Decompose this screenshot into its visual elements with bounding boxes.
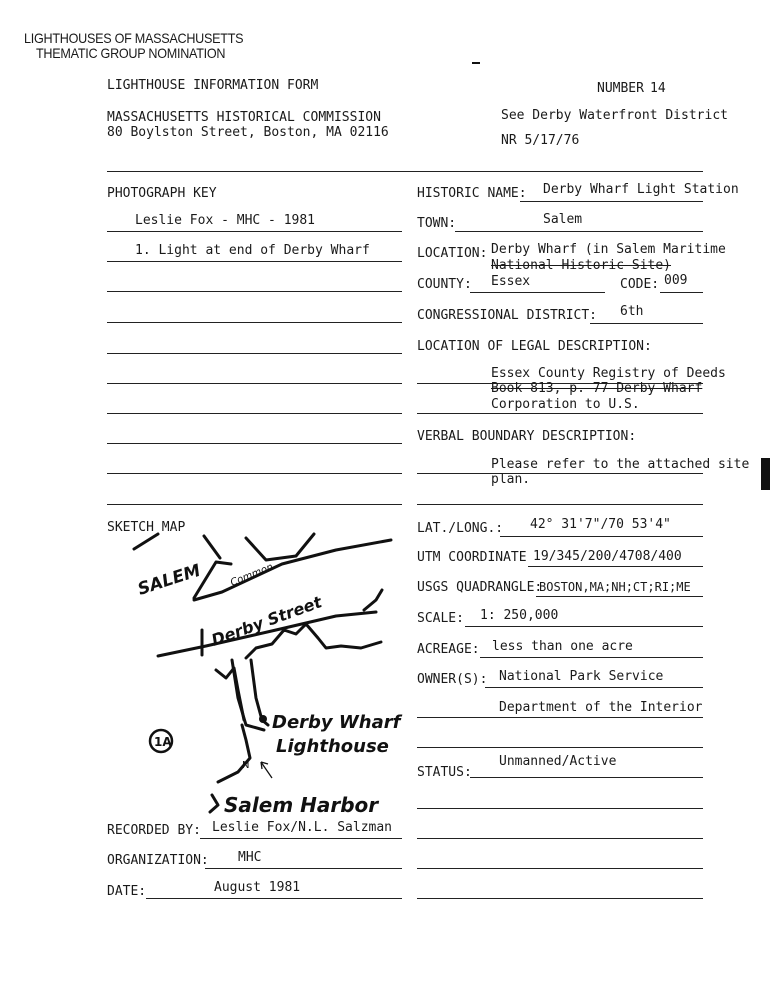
photo-line xyxy=(107,473,402,474)
congressional-label: CONGRESSIONAL DISTRICT: xyxy=(417,308,598,323)
map-road-line xyxy=(204,536,220,558)
county-value: Essex xyxy=(491,274,531,289)
map-road-line xyxy=(364,590,382,610)
organization-label: ORGANIZATION: xyxy=(107,853,209,868)
location-label: LOCATION: xyxy=(417,246,488,261)
town-label: TOWN: xyxy=(417,216,457,231)
commission-name: MASSACHUSETTS HISTORICAL COMMISSION xyxy=(107,110,381,125)
see-note: See Derby Waterfront District xyxy=(501,108,728,123)
sketch-map xyxy=(106,520,406,820)
county-label: COUNTY: xyxy=(417,277,472,292)
status-value: Unmanned/Active xyxy=(499,754,617,769)
organization-value: MHC xyxy=(238,850,262,865)
number-label: NUMBER xyxy=(597,81,644,96)
code-label: CODE: xyxy=(620,277,660,292)
owner-value-line1: National Park Service xyxy=(499,669,664,684)
photo-key-author: Leslie Fox - MHC - 1981 xyxy=(135,213,316,228)
latlong-label: LAT./LONG.: xyxy=(417,521,504,536)
photo-key-item: 1. Light at end of Derby Wharf xyxy=(135,243,370,258)
header-divider xyxy=(107,171,703,172)
legal-line-3: Corporation to U.S. xyxy=(491,397,640,412)
sketch-map-label: SKETCH MAP xyxy=(107,520,186,535)
utm-line xyxy=(528,566,703,567)
photo-line xyxy=(107,413,402,414)
photo-line xyxy=(107,231,402,232)
owner-line xyxy=(417,747,703,748)
date-label: DATE: xyxy=(107,884,147,899)
owner-line xyxy=(417,717,703,718)
utm-value: 19/345/200/4708/400 xyxy=(533,549,682,564)
acreage-label: ACREAGE: xyxy=(417,642,480,657)
scale-label: SCALE: xyxy=(417,611,464,626)
latlong-line xyxy=(500,536,703,537)
congressional-value: 6th xyxy=(620,304,644,319)
photo-line xyxy=(107,353,402,354)
map-road-line xyxy=(194,540,391,600)
location-value-line1: Derby Wharf (in Salem Maritime xyxy=(491,242,726,257)
legal-description-label: LOCATION OF LEGAL DESCRIPTION: xyxy=(417,339,652,354)
recorded-by-line xyxy=(200,838,402,839)
acreage-line xyxy=(480,657,703,658)
form-name: LIGHTHOUSE INFORMATION FORM xyxy=(107,78,319,93)
owner-line xyxy=(485,687,703,688)
blank-line xyxy=(417,868,703,869)
historic-name-line xyxy=(520,201,703,202)
usgs-value: BOSTON,MA;NH;CT;RI;ME xyxy=(539,580,691,594)
code-line xyxy=(660,292,703,293)
shoreline xyxy=(210,795,218,812)
date-line xyxy=(146,898,402,899)
collection-subtitle: THEMATIC GROUP NOMINATION xyxy=(36,45,226,61)
latlong-value: 42° 31'7"/70 53'4" xyxy=(530,517,671,532)
county-line xyxy=(470,292,605,293)
derby-wharf-pier xyxy=(251,660,268,725)
town-line xyxy=(455,231,703,232)
status-line xyxy=(470,777,703,778)
verbal-line xyxy=(417,504,703,505)
nr-date: NR 5/17/76 xyxy=(501,133,580,148)
verbal-line-1: Please refer to the attached site xyxy=(491,457,750,472)
verbal-boundary-label: VERBAL BOUNDARY DESCRIPTION: xyxy=(417,429,637,444)
photo-line xyxy=(107,383,402,384)
north-arrow-icon xyxy=(261,762,272,778)
commission-address: 80 Boylston Street, Boston, MA 02116 xyxy=(107,125,389,140)
blank-line xyxy=(417,898,703,899)
map-road-line xyxy=(134,534,158,549)
scale-value: 1: 250,000 xyxy=(480,608,559,623)
photo-line xyxy=(107,443,402,444)
status-label: STATUS: xyxy=(417,765,472,780)
photo-line xyxy=(107,322,402,323)
verbal-line-2: plan. xyxy=(491,472,531,487)
usgs-line xyxy=(536,596,703,597)
code-value: 009 xyxy=(664,273,688,288)
owner-value-line2: Department of the Interior xyxy=(499,700,703,715)
usgs-label: USGS QUADRANGLE: xyxy=(417,580,543,595)
photo-key-label: PHOTOGRAPH KEY xyxy=(107,186,217,201)
salem-label: SALEM xyxy=(135,560,204,600)
blank-line xyxy=(417,808,703,809)
legal-line-2: Book 813, p. 77 Derby Wharf xyxy=(491,381,703,396)
common-label: Common xyxy=(229,561,275,589)
legal-line xyxy=(417,413,703,414)
scan-speck xyxy=(472,62,480,64)
shoreline xyxy=(216,668,244,720)
map-road-line xyxy=(246,534,314,560)
derby-street-label: Derby Street xyxy=(208,592,325,650)
organization-line xyxy=(205,868,402,869)
blank-line xyxy=(417,838,703,839)
lighthouse-marker xyxy=(259,715,267,723)
route-1a-label: 1A xyxy=(154,735,172,749)
derby-wharf-label: Derby Wharf xyxy=(272,712,401,733)
photo-line xyxy=(107,261,402,262)
congressional-line xyxy=(590,323,703,324)
legal-line-1: Essex County Registry of Deeds xyxy=(491,366,726,381)
location-value-line2: National Historic Site) xyxy=(491,258,672,273)
scan-edge-mark xyxy=(761,458,770,490)
acreage-value: less than one acre xyxy=(492,639,633,654)
collection-title: LIGHTHOUSES OF MASSACHUSETTS xyxy=(24,30,244,46)
recorded-by-label: RECORDED BY: xyxy=(107,823,201,838)
date-value: August 1981 xyxy=(214,880,301,895)
salem-harbor-label: Salem Harbor xyxy=(224,793,379,817)
shoreline xyxy=(218,725,250,782)
recorded-by-value: Leslie Fox/N.L. Salzman xyxy=(212,820,393,835)
north-label: N xyxy=(242,760,250,771)
historic-name-value: Derby Wharf Light Station xyxy=(543,182,739,197)
scale-line xyxy=(465,626,703,627)
number-value: 14 xyxy=(650,81,666,96)
historic-name-label: HISTORIC NAME: xyxy=(417,186,527,201)
town-value: Salem xyxy=(543,212,583,227)
verbal-line xyxy=(417,473,703,474)
owner-label: OWNER(S): xyxy=(417,672,488,687)
photo-line xyxy=(107,291,402,292)
photo-line xyxy=(107,504,402,505)
lighthouse-label: Lighthouse xyxy=(276,736,389,757)
utm-label: UTM COORDINATE xyxy=(417,550,527,565)
